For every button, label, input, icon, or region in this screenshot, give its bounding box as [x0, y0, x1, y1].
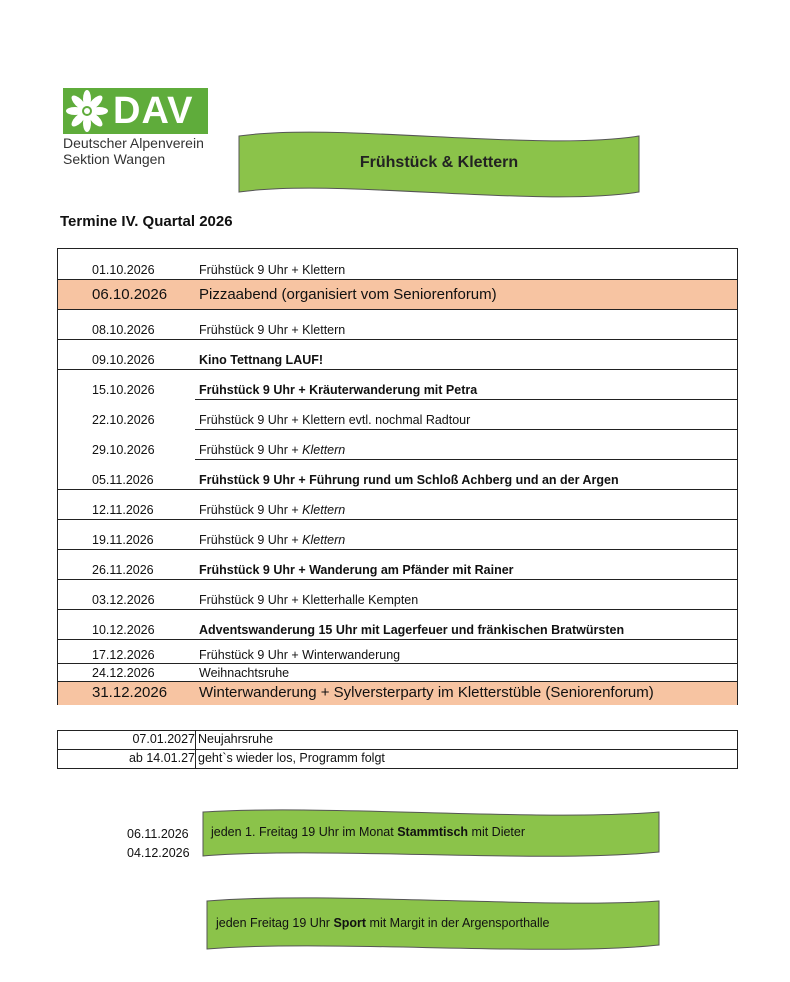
event-italic: Klettern	[302, 443, 346, 457]
row-date: 26.11.2026	[92, 563, 154, 577]
column-divider	[195, 731, 196, 749]
row-divider	[195, 429, 737, 430]
table-row	[58, 429, 737, 459]
row-event: Winterwanderung + Sylversterparty im Kletterstüble (Seniorenforum)	[199, 684, 654, 701]
row-event	[199, 443, 345, 457]
stammtisch-date-1: 06.11.2026	[127, 827, 189, 841]
stammtisch-pre: jeden 1. Freitag 19 Uhr im Monat	[211, 825, 398, 839]
row-event: Frühstück 9 Uhr + Winterwanderung	[199, 648, 401, 662]
row-date: 29.10.2026	[92, 443, 155, 457]
edelweiss-icon	[63, 88, 113, 134]
column-divider	[195, 750, 196, 768]
stammtisch-banner	[202, 808, 660, 860]
row-date: 31.12.2026	[92, 684, 168, 701]
table-row	[58, 579, 737, 609]
row-event: Neujahrsruhe	[198, 732, 274, 746]
row-divider	[58, 339, 737, 340]
event-italic: Klettern	[302, 503, 346, 517]
table-row	[58, 459, 737, 489]
row-date: 24.12.2026	[92, 666, 155, 680]
sport-pre: jeden Freitag 19 Uhr	[216, 916, 334, 930]
logo-box	[63, 88, 208, 134]
row-event: Frühstück 9 Uhr + Kräuterwanderung mit Petra	[199, 383, 478, 397]
row-divider	[58, 663, 737, 664]
row-event: Frühstück 9 Uhr + Klettern	[199, 323, 346, 337]
stammtisch-date-2: 04.12.2026	[127, 846, 190, 860]
row-event	[199, 503, 345, 517]
row-date: 17.12.2026	[92, 648, 155, 662]
sport-post: mit Margit in der Argensporthalle	[366, 916, 550, 930]
schedule-table	[57, 248, 738, 705]
banner-title: Frühstück & Klettern	[359, 154, 519, 171]
logo-line-2: Sektion Wangen	[63, 151, 166, 167]
table-row-highlight	[58, 682, 737, 705]
row-event: Frühstück 9 Uhr + Klettern evtl. nochmal Radtour	[199, 413, 471, 427]
logo-line-1: Deutscher Alpenverein	[63, 135, 204, 151]
january-table	[57, 730, 738, 769]
row-date: 06.10.2026	[92, 286, 168, 303]
table-row	[58, 399, 737, 429]
event-italic: Klettern	[302, 533, 346, 547]
table-row	[58, 339, 737, 369]
table-row	[58, 609, 737, 639]
row-divider	[58, 519, 737, 520]
row-divider	[58, 279, 737, 280]
table-row	[58, 309, 737, 339]
row-date: 07.01.2027	[132, 732, 195, 746]
table-row	[58, 639, 737, 664]
stammtisch-bold: Stammtisch	[397, 825, 469, 839]
table-row	[58, 750, 737, 769]
row-divider	[58, 639, 737, 640]
stammtisch-text	[211, 825, 525, 839]
sport-banner	[206, 895, 660, 953]
row-event: Pizzaabend (organisiert vom Seniorenforum)	[199, 286, 497, 303]
event-prefix: Frühstück 9 Uhr +	[199, 443, 303, 457]
table-row	[58, 664, 737, 682]
title-banner	[238, 130, 640, 198]
event-prefix: Frühstück 9 Uhr +	[199, 503, 303, 517]
row-divider	[58, 489, 737, 490]
row-date: 22.10.2026	[92, 413, 155, 427]
table-row	[58, 249, 737, 280]
row-date: ab 14.01.27	[128, 751, 195, 765]
row-event: Frühstück 9 Uhr + Kletterhalle Kempten	[199, 593, 419, 607]
row-date: 15.10.2026	[92, 383, 155, 397]
table-row	[58, 731, 737, 750]
row-event: Frühstück 9 Uhr + Klettern	[199, 263, 346, 277]
table-row	[58, 369, 737, 399]
row-date: 19.11.2026	[92, 533, 154, 547]
sport-text	[216, 916, 550, 930]
table-row	[58, 489, 737, 519]
row-divider	[195, 459, 737, 460]
row-event	[199, 533, 345, 547]
row-divider	[58, 309, 737, 310]
row-divider	[58, 609, 737, 610]
table-row-highlight	[58, 280, 737, 309]
row-event: Frühstück 9 Uhr + Wanderung am Pfänder mit Rainer	[199, 563, 514, 577]
row-event: Kino Tettnang LAUF!	[199, 353, 324, 367]
sport-bold: Sport	[333, 916, 367, 930]
row-divider	[195, 399, 737, 400]
stammtisch-post: mit Dieter	[468, 825, 526, 839]
row-date: 10.12.2026	[92, 623, 155, 637]
row-event: geht`s wieder los, Programm folgt	[198, 751, 385, 765]
row-divider	[58, 579, 737, 580]
row-event: Frühstück 9 Uhr + Führung rund um Schloß Achberg und an der Argen	[199, 473, 619, 487]
row-event: Weihnachtsruhe	[199, 666, 290, 680]
table-row	[58, 549, 737, 579]
row-date: 09.10.2026	[92, 353, 155, 367]
row-date: 05.11.2026	[92, 473, 154, 487]
row-divider	[58, 369, 737, 370]
row-date: 01.10.2026	[92, 263, 155, 277]
event-prefix: Frühstück 9 Uhr +	[199, 533, 303, 547]
table-row	[58, 519, 737, 549]
logo-wordmark: DAV	[113, 90, 194, 132]
row-date: 03.12.2026	[92, 593, 155, 607]
row-date: 08.10.2026	[92, 323, 155, 337]
row-event: Adventswanderung 15 Uhr mit Lagerfeuer und fränkischen Bratwürsten	[199, 623, 625, 637]
page-subtitle: Termine IV. Quartal 2026	[60, 213, 233, 230]
row-divider	[58, 681, 737, 682]
row-date: 12.11.2026	[92, 503, 154, 517]
row-divider	[58, 549, 737, 550]
